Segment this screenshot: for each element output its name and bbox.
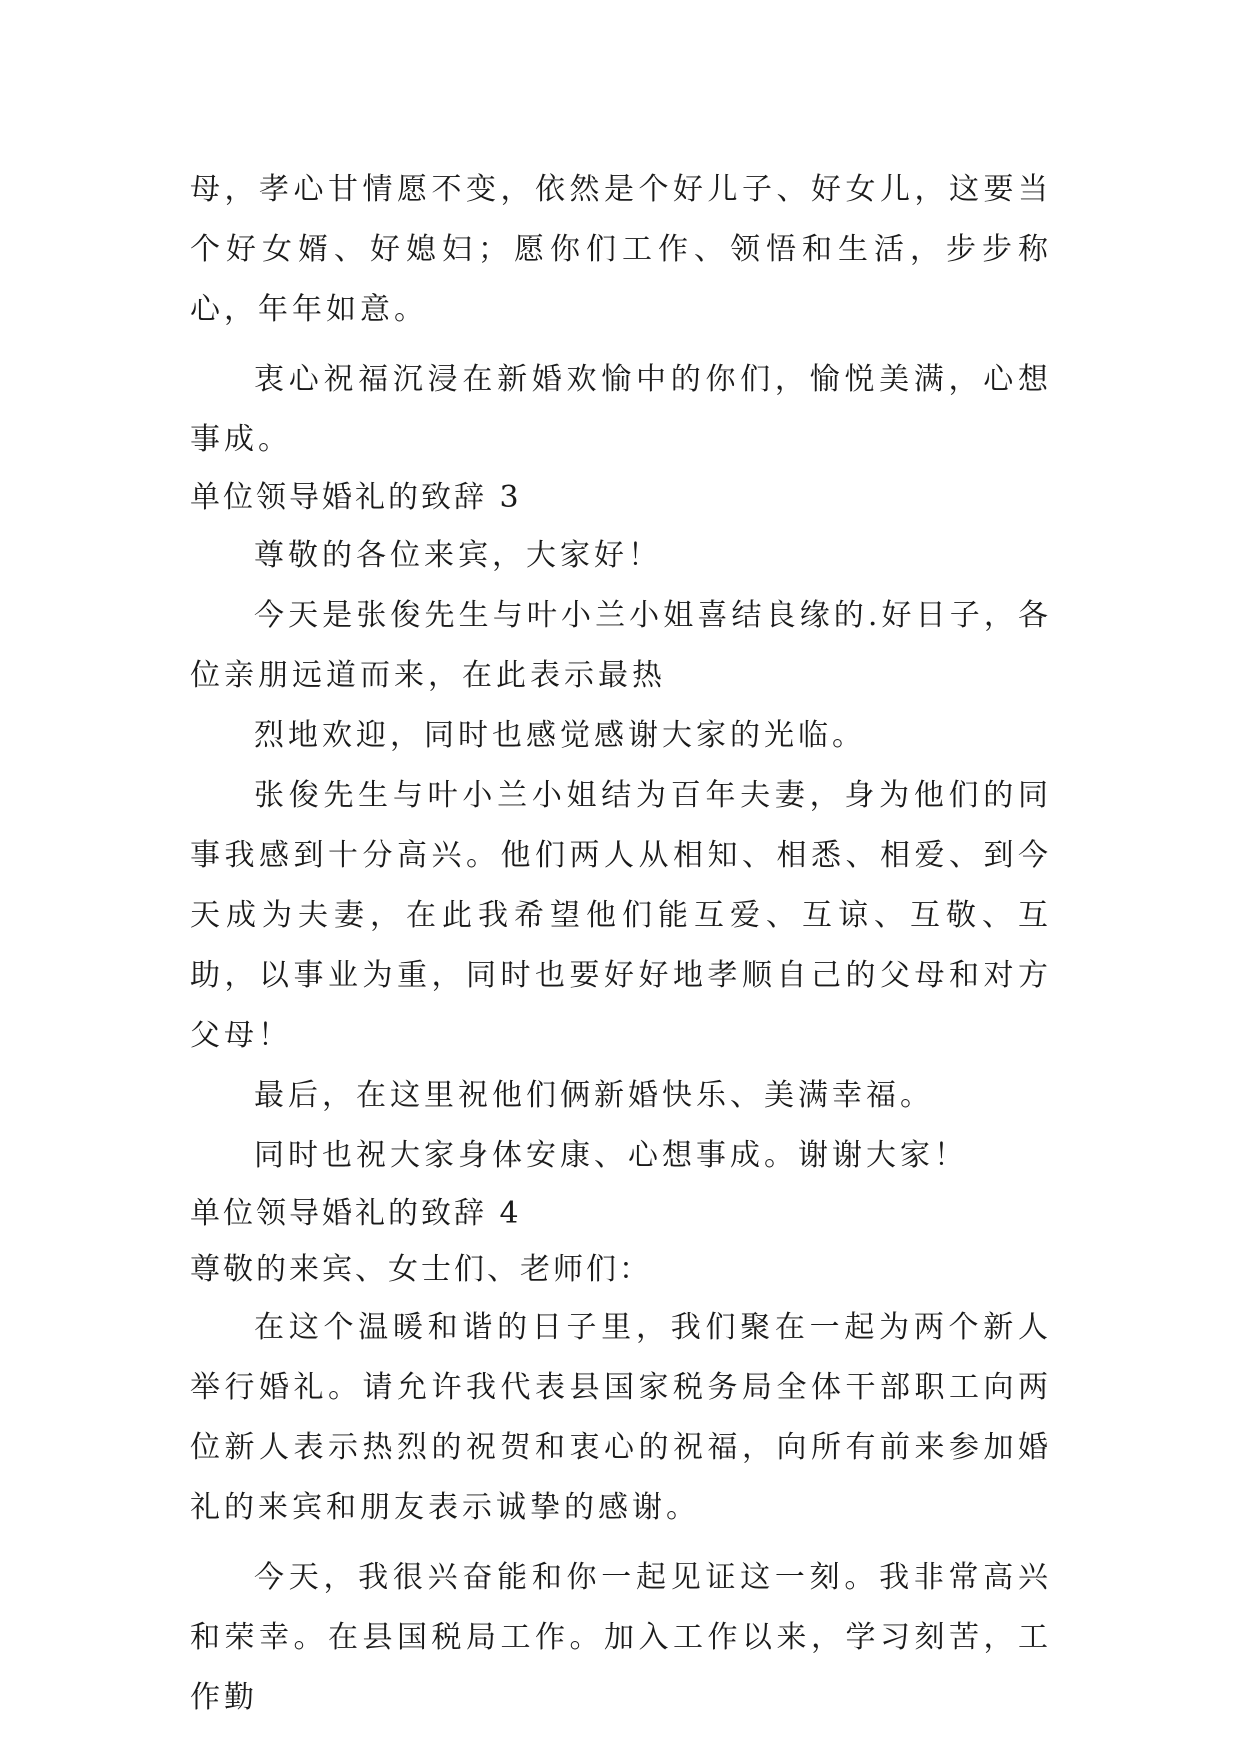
section-heading-4: 单位领导婚礼的致辞 4 bbox=[190, 1196, 522, 1231]
section-heading-3: 单位领导婚礼的致辞 3 bbox=[190, 480, 522, 515]
paragraph-greeting-3: 尊敬的各位来宾，大家好！ bbox=[254, 538, 662, 573]
paragraph-1: 母，孝心甘情愿不变，依然是个好儿子、好女儿，这要当个好女婿、好媳妇；愿你们工作、领悟和生活，步步称心，年年如意。 bbox=[190, 172, 1052, 327]
paragraph-greeting-4: 尊敬的来宾、女士们、老师们： bbox=[190, 1252, 652, 1287]
paragraph-8: 在这个温暖和谐的日子里，我们聚在一起为两个新人举行婚礼。请允许我代表县国家税务局全体干部职工向两位新人表示热烈的祝贺和衷心的祝福，向所有前来参加婚礼的来宾和朋友表示诚挚的感谢。 bbox=[190, 1310, 1052, 1525]
paragraph-4: 烈地欢迎，同时也感觉感谢大家的光临。 bbox=[254, 718, 866, 753]
paragraph-3: 今天是张俊先生与叶小兰小姐喜结良缘的.好日子，各位亲朋远道而来，在此表示最热 bbox=[190, 598, 1052, 693]
paragraph-7: 同时也祝大家身体安康、心想事成。谢谢大家！ bbox=[254, 1138, 968, 1173]
document-body bbox=[190, 160, 1052, 1728]
paragraph-6: 最后，在这里祝他们俩新婚快乐、美满幸福。 bbox=[254, 1078, 934, 1113]
paragraph-9: 今天，我很兴奋能和你一起见证这一刻。我非常高兴和荣幸。在县国税局工作。加入工作以来，学习刻苦，工作勤 bbox=[190, 1560, 1052, 1715]
paragraph-2: 衷心祝福沉浸在新婚欢愉中的你们，愉悦美满，心想事成。 bbox=[190, 362, 1052, 457]
paragraph-5: 张俊先生与叶小兰小姐结为百年夫妻，身为他们的同事我感到十分高兴。他们两人从相知、相悉、相爱、到今天成为夫妻，在此我希望他们能互爱、互谅、互敬、互助，以事业为重，同时也要好好地孝顺自己的父母和对方父母！ bbox=[190, 778, 1052, 1053]
